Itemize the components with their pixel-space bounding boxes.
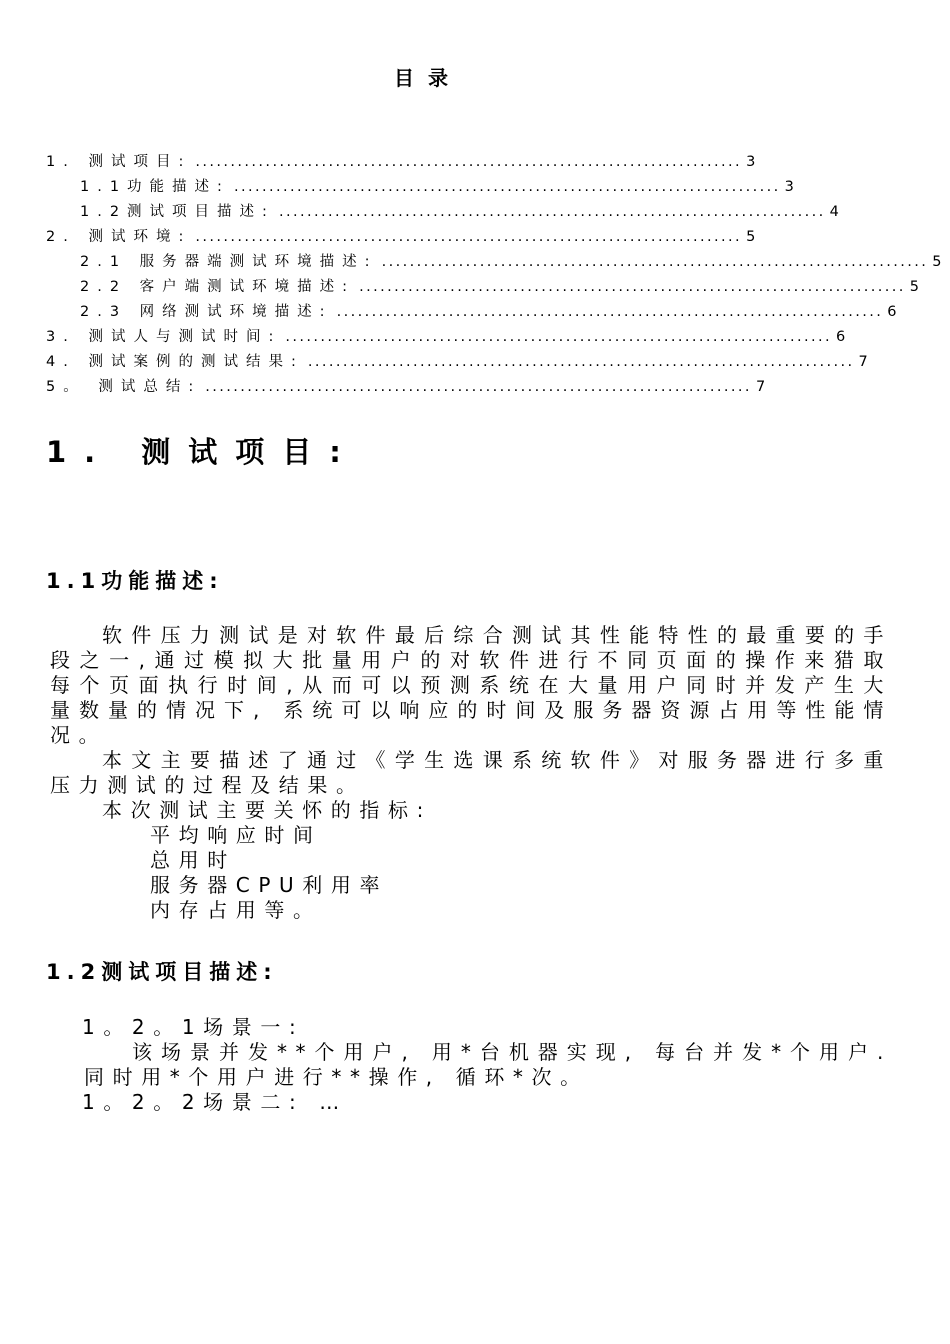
purpose-paragraph: 本文主要描述了通过《学生选课系统软件》对服务器进行多重压力测试的过程及结果。 [50, 748, 892, 797]
indicator-item: 总用时 [150, 848, 236, 872]
section-1-1-heading: 1.1功能描述: [46, 569, 224, 593]
toc-entry[interactable] [46, 250, 942, 275]
indicator-item: 服务器CPU利用率 [150, 873, 389, 897]
toc-entry-label: 5。 测试总结: [46, 379, 202, 395]
toc-entry[interactable] [46, 375, 766, 400]
toc-entry[interactable] [46, 200, 839, 225]
indicators-intro: 本次测试主要关怀的指标: [102, 798, 432, 822]
toc-entry[interactable] [46, 300, 897, 325]
scene-1-title: 1。2。1场景一: [82, 1015, 305, 1039]
toc-leader: .............................................................................. [381, 254, 929, 270]
toc-entry-page: 6 [836, 329, 846, 345]
toc-entry-label: 2.2 客户端测试环境描述: [80, 279, 356, 295]
toc-entry-label: 2. 测试环境: [46, 229, 192, 245]
toc-entry-page: 7 [755, 379, 766, 395]
table-of-contents [46, 150, 942, 400]
toc-leader: .............................................................................. [195, 154, 743, 170]
toc-leader: .............................................................................. [336, 304, 884, 320]
toc-leader: .............................................................................. [278, 204, 826, 220]
toc-entry[interactable] [46, 175, 794, 200]
toc-entry-page: 4 [829, 204, 839, 220]
toc-title: 目录 [394, 66, 462, 90]
toc-entry-page: 5 [909, 279, 920, 295]
toc-entry-page: 7 [858, 354, 868, 370]
toc-entry-label: 1.2测试项目描述: [80, 204, 275, 220]
indicator-item: 平均响应时间 [150, 823, 322, 847]
toc-entry[interactable] [46, 325, 846, 350]
toc-entry-page: 3 [784, 179, 794, 195]
section-1-heading: 1. 测试项目: [46, 435, 359, 469]
toc-entry-label: 2.3 网络测试环境描述: [80, 304, 333, 320]
indicator-item: 内存占用等。 [150, 898, 322, 922]
toc-entry-label: 4. 测试案例的测试结果: [46, 354, 304, 370]
toc-entry[interactable] [46, 350, 868, 375]
toc-leader: .............................................................................. [359, 279, 906, 295]
toc-entry-label: 1.1功能描述: [80, 179, 230, 195]
scene-2-title: 1。2。2场景二: … [82, 1090, 348, 1114]
toc-entry-label: 2.1 服务器端测试环境描述: [80, 254, 378, 270]
toc-leader: .............................................................................. [233, 179, 781, 195]
toc-entry-page: 6 [887, 304, 897, 320]
toc-entry[interactable] [46, 150, 756, 175]
toc-entry[interactable] [46, 225, 756, 250]
toc-entry-label: 1. 测试项目: [46, 154, 192, 170]
toc-leader: .............................................................................. [307, 354, 855, 370]
scene-1-description: 该场景并发**个用户, 用*台机器实现, 每台并发*个用户.同时用*个用户进行**操作, 循环*次。 [84, 1040, 892, 1089]
toc-entry-page: 3 [746, 154, 756, 170]
toc-leader: .............................................................................. [195, 229, 743, 245]
function-description-paragraph: 软件压力测试是对软件最后综合测试其性能特性的最重要的手段之一,通过模拟大批量用户的对软件进行不同页面的操作来猎取每个页面执行时间,从而可以预测系统在大量用户同时并发产生大量数量的情况下, 系统可以响应的时间及服务器资源占用等性能情况。 [50, 623, 892, 747]
toc-entry-page: 5 [932, 254, 942, 270]
section-1-2-heading: 1.2测试项目描述: [46, 960, 278, 984]
toc-leader: .............................................................................. [285, 329, 833, 345]
toc-entry[interactable] [46, 275, 920, 300]
toc-leader: .............................................................................. [205, 379, 752, 395]
toc-entry-page: 5 [746, 229, 756, 245]
toc-entry-label: 3. 测试人与测试时间: [46, 329, 282, 345]
